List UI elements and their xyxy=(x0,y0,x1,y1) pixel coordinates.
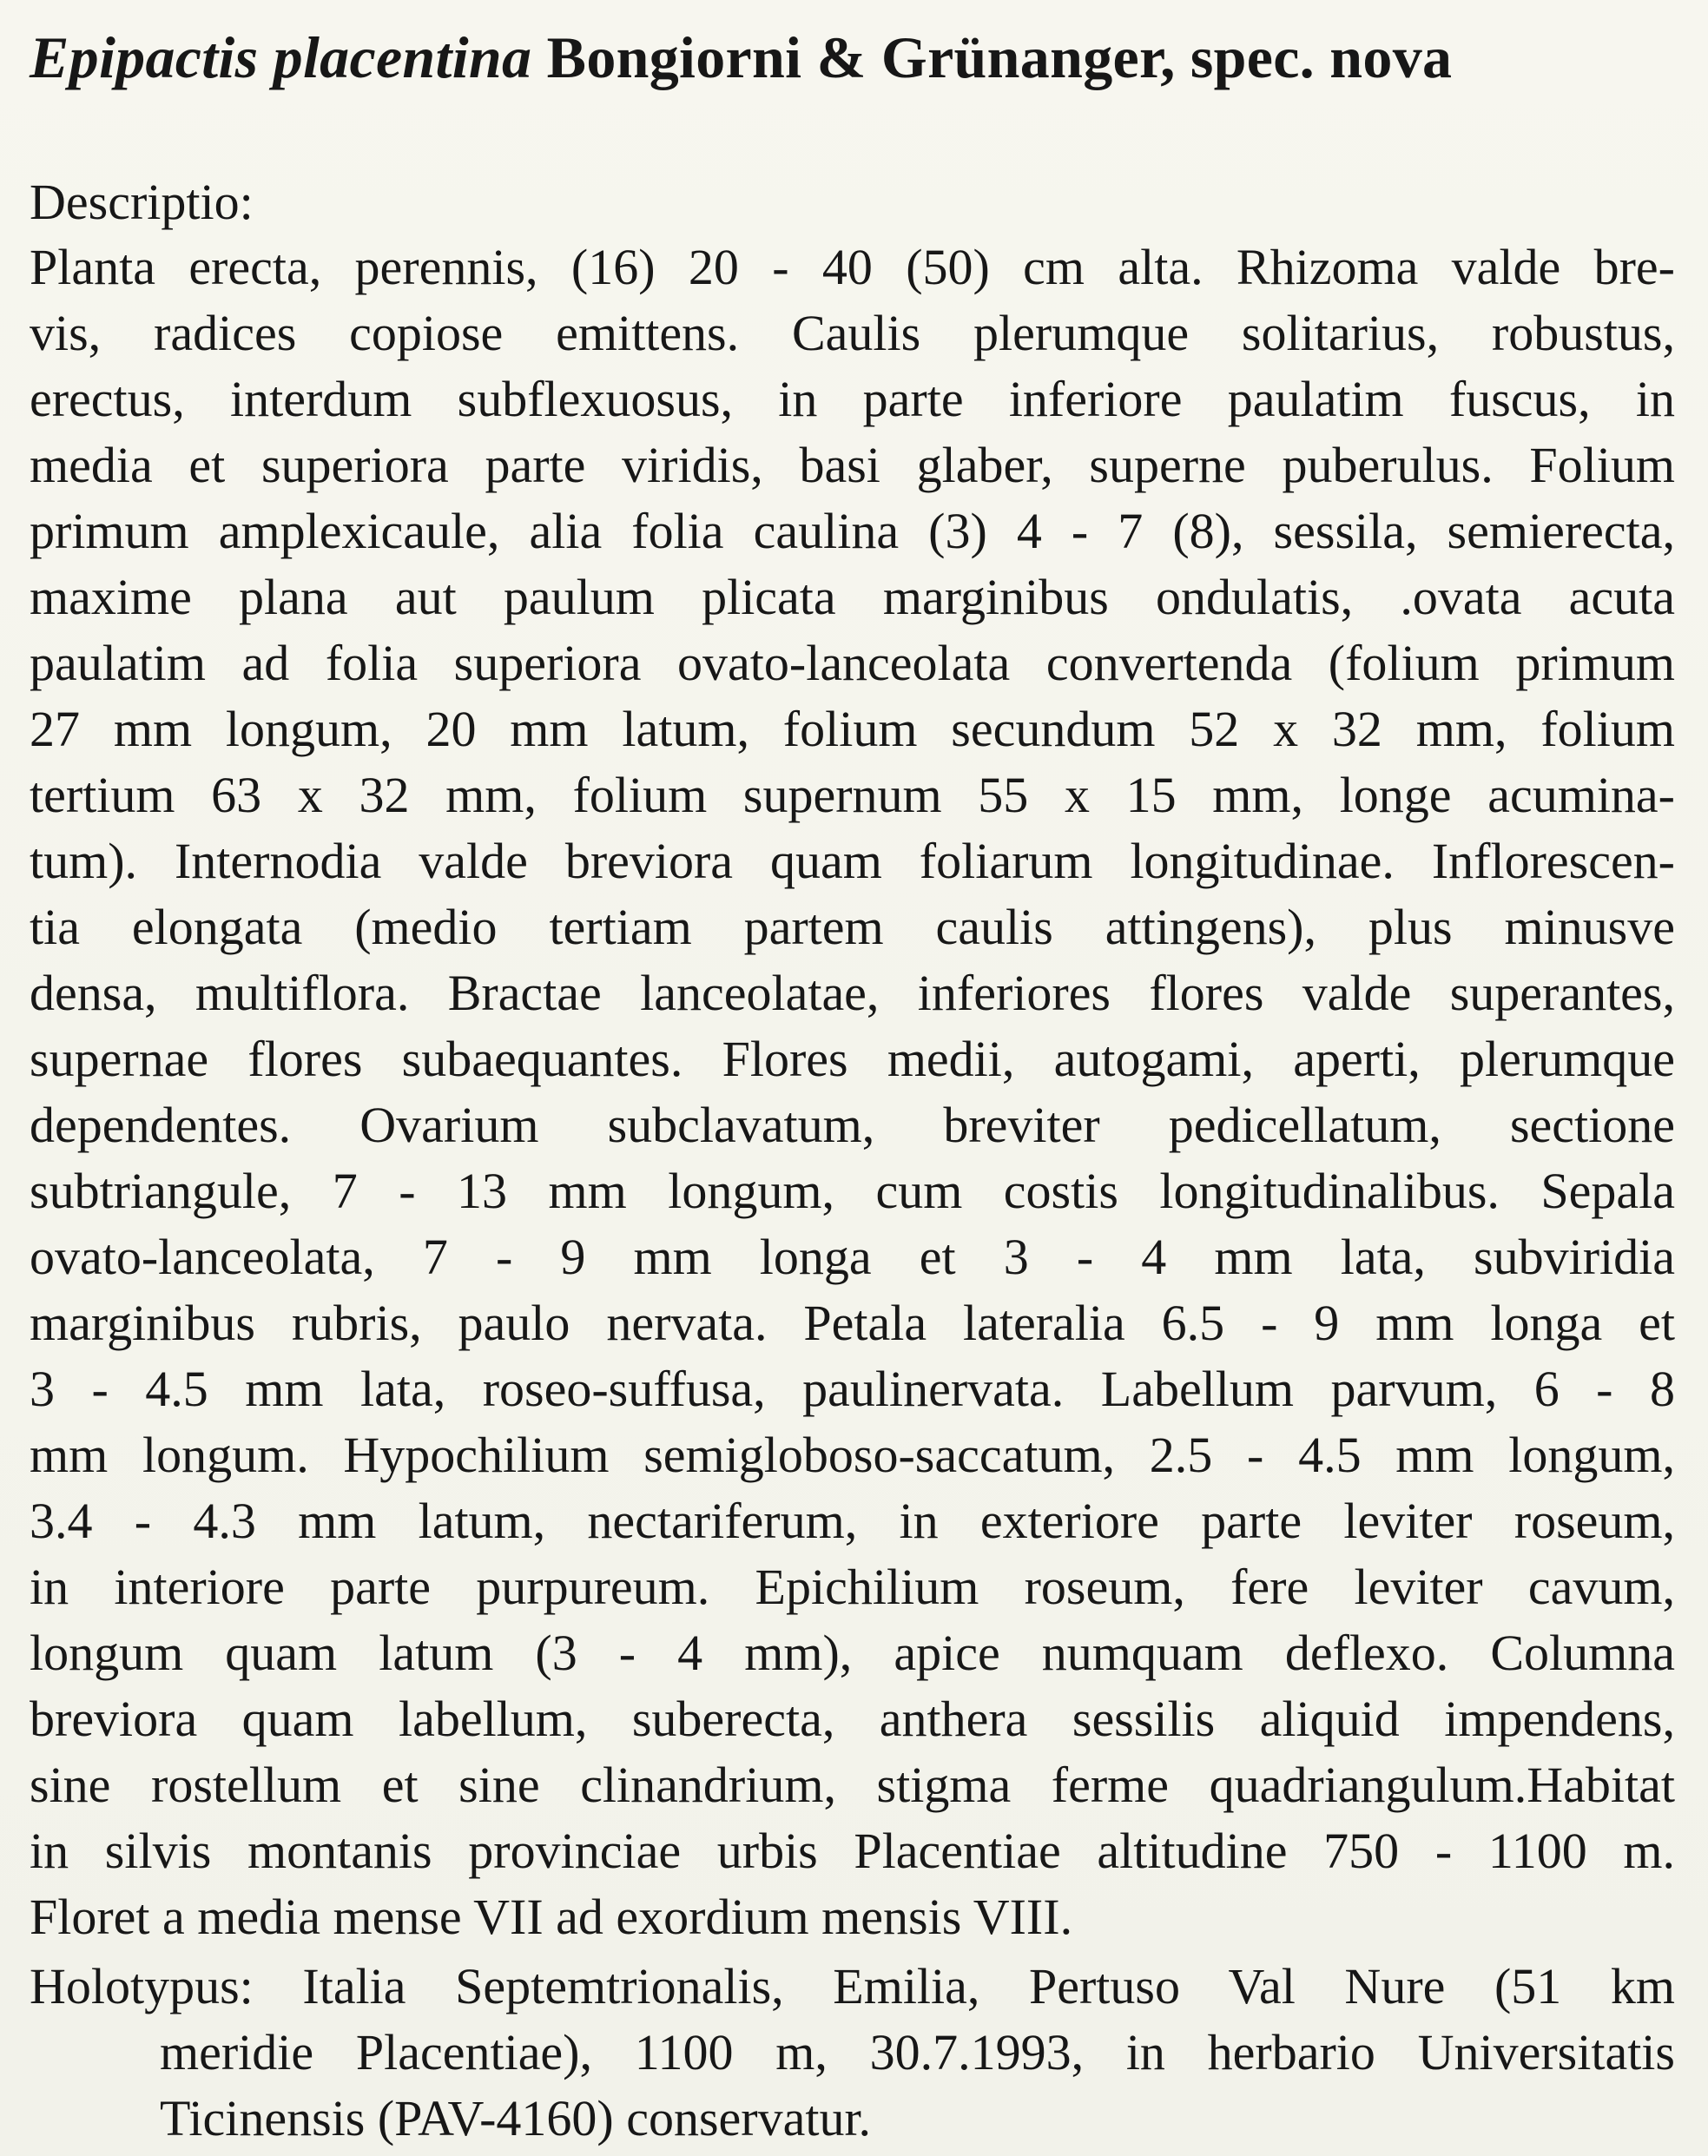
description-line: media et superiora parte viridis, basi glaber, superne puberulus. Folium xyxy=(30,437,1675,493)
descriptio-label: Descriptio: xyxy=(30,174,254,230)
description-line: in interiore parte purpureum. Epichilium roseum, fere leviter cavum, xyxy=(30,1559,1675,1615)
species-name: Epipactis placentina xyxy=(30,24,532,90)
description-line: Planta erecta, perennis, (16) 20 - 40 (50) cm alta. Rhizoma valde bre- xyxy=(30,239,1675,295)
description-line: marginibus rubris, paulo nervata. Petala lateralia 6.5 - 9 mm longa et xyxy=(30,1295,1675,1351)
description-line: vis, radices copiose emittens. Caulis plerumque solitarius, robustus, xyxy=(30,305,1675,361)
holotypus-line: Holotypus: Italia Septemtrionalis, Emilia, Pertuso Val Nure (51 km xyxy=(30,1958,1675,2014)
description-line: erectus, interdum subflexuosus, in parte inferiore paulatim fuscus, in xyxy=(30,371,1675,427)
description-line: maxime plana aut paulum plicata marginibus ondulatis, .ovata acuta xyxy=(30,569,1675,625)
description-paragraph xyxy=(30,234,1675,1950)
description-line: tum). Internodia valde breviora quam foliarum longitudinae. Inflorescen- xyxy=(30,833,1675,889)
description-line: 27 mm longum, 20 mm latum, folium secundum 52 x 32 mm, folium xyxy=(30,701,1675,757)
description-line: sine rostellum et sine clinandrium, stigma ferme quadriangulum.Habitat xyxy=(30,1757,1675,1813)
species-authors: Bongiorni & Grünanger, spec. nova xyxy=(546,24,1453,90)
description-line: 3.4 - 4.3 mm latum, nectariferum, in exteriore parte leviter roseum, xyxy=(30,1493,1675,1549)
holotypus-line: Ticinensis (PAV-4160) conservatur. xyxy=(160,2090,872,2146)
description-line: subtriangule, 7 - 13 mm longum, cum costis longitudinalibus. Sepala xyxy=(30,1163,1675,1219)
description-line: 3 - 4.5 mm lata, roseo-suffusa, paulinervata. Labellum parvum, 6 - 8 xyxy=(30,1361,1675,1417)
description-line: supernae flores subaequantes. Flores medii, autogami, aperti, plerumque xyxy=(30,1031,1675,1087)
description-line: mm longum. Hypochilium semigloboso-saccatum, 2.5 - 4.5 mm longum, xyxy=(30,1427,1675,1483)
description-line: densa, multiflora. Bractae lanceolatae, inferiores flores valde superantes, xyxy=(30,965,1675,1021)
description-line: breviora quam labellum, suberecta, anthera sessilis aliquid impendens, xyxy=(30,1691,1675,1747)
description-line: dependentes. Ovarium subclavatum, breviter pedicellatum, sectione xyxy=(30,1097,1675,1153)
holotypus-paragraph xyxy=(30,1954,1675,2152)
description-line: Floret a media mense VII ad exordium mensis VIII. xyxy=(30,1889,1073,1945)
description-line: tia elongata (medio tertiam partem caulis attingens), plus minusve xyxy=(30,899,1675,955)
description-line: tertium 63 x 32 mm, folium supernum 55 x 15 mm, longe acumina- xyxy=(30,767,1675,823)
holotypus-line: meridie Placentiae), 1100 m, 30.7.1993, in herbario Universitatis xyxy=(160,2024,1675,2080)
description-line: paulatim ad folia superiora ovato-lanceolata convertenda (folium primum xyxy=(30,635,1675,691)
description-line: longum quam latum (3 - 4 mm), apice numquam deflexo. Columna xyxy=(30,1625,1675,1681)
description-line: ovato-lanceolata, 7 - 9 mm longa et 3 - 4 mm lata, subviridia xyxy=(30,1229,1675,1285)
species-title xyxy=(30,16,1675,99)
description-line: primum amplexicaule, alia folia caulina (3) 4 - 7 (8), sessila, semierecta, xyxy=(30,503,1675,559)
description-line: in silvis montanis provinciae urbis Placentiae altitudine 750 - 1100 m. xyxy=(30,1823,1675,1879)
